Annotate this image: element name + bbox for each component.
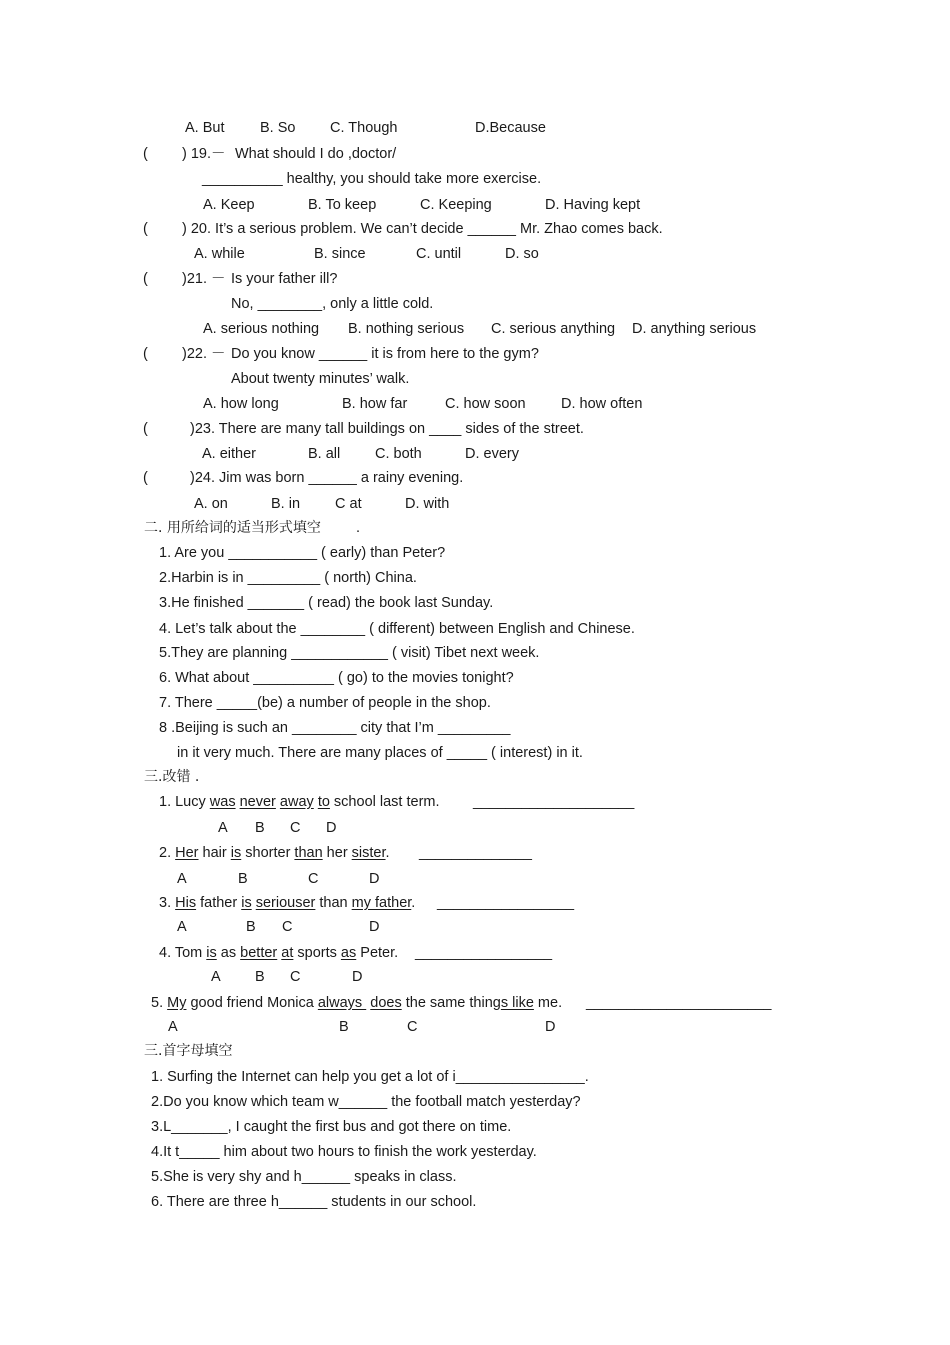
option-a: A. how long — [203, 396, 279, 412]
sentence-number: 4. Tom — [159, 945, 207, 961]
underlined-part-c: seriouser — [255, 895, 316, 911]
error-sentence-3 — [159, 894, 415, 912]
label-d: D — [326, 820, 337, 836]
list-item: 6. There are three h______ students in our school. — [151, 1194, 477, 1210]
option-c: C. serious anything — [491, 321, 616, 337]
list-item: 6. What about __________ ( go) to the movies tonight? — [159, 670, 514, 686]
section-title: 三.改错 . — [144, 769, 200, 785]
option-a: A. But — [185, 120, 225, 136]
option-a: A. on — [194, 496, 228, 512]
error-sentence-5 — [151, 994, 562, 1012]
question-stem: What should I do ,doctor/ — [235, 146, 397, 162]
label-d: D — [545, 1019, 556, 1035]
answer-blank: ____________________ — [473, 794, 635, 810]
underlined-part-d: sister — [351, 845, 386, 861]
answer-paren: ( — [143, 421, 148, 437]
question-stem: Is your father ill? — [231, 271, 338, 287]
list-item: 5.She is very shy and h______ speaks in class. — [151, 1169, 457, 1185]
sentence-rest: school last term. — [329, 794, 440, 810]
question-answer-line: No, ________, only a little cold. — [231, 296, 434, 312]
sentence-text: shorter — [241, 845, 295, 861]
sentence-text: sports — [293, 945, 341, 961]
answer-paren: ( — [143, 221, 148, 237]
underlined-part-d: to — [317, 794, 330, 810]
option-b: B. To keep — [308, 197, 377, 213]
sentence-number: 2. — [159, 845, 176, 861]
option-d: D.Because — [475, 120, 546, 136]
question-number: ) 19.－ — [182, 146, 226, 162]
answer-paren: ( — [143, 470, 148, 486]
section-title-dot: . — [356, 520, 361, 536]
option-b: B. since — [314, 246, 366, 262]
underlined-part-d: as — [340, 945, 357, 961]
list-item: 4. Let’s talk about the ________ ( different) between English and Chinese. — [159, 621, 635, 637]
question-answer-line: About twenty minutes’ walk. — [231, 371, 410, 387]
label-c: C — [308, 871, 319, 887]
underlined-part-a: was — [209, 794, 236, 810]
underlined-part-a: My — [167, 995, 187, 1011]
sentence-rest: . — [411, 895, 416, 911]
option-c: C. both — [375, 446, 422, 462]
question-text: )24. Jim was born ______ a rainy evening. — [190, 470, 464, 486]
option-d: D. Having kept — [545, 197, 641, 213]
label-a: A — [177, 919, 187, 935]
list-item-continued: in it very much. There are many places of _____ ( interest) in it. — [177, 745, 583, 761]
label-d: D — [352, 969, 363, 985]
option-c: C at — [335, 496, 362, 512]
list-item: 3.He finished _______ ( read) the book last Sunday. — [159, 595, 494, 611]
question-stem: Do you know ______ it is from here to the gym? — [231, 346, 539, 362]
label-c: C — [290, 820, 301, 836]
sentence-number: 3. — [159, 895, 176, 911]
option-b: B. nothing serious — [348, 321, 465, 337]
list-item: 3.L_______, I caught the first bus and got there on time. — [151, 1119, 512, 1135]
option-a: A. while — [194, 246, 245, 262]
label-b: B — [238, 871, 248, 887]
label-b: B — [246, 919, 256, 935]
option-c: C. how soon — [445, 396, 526, 412]
list-item: 7. There _____(be) a number of people in the shop. — [159, 695, 491, 711]
answer-blank: _________________ — [437, 895, 575, 911]
list-item: 1. Surfing the Internet can help you get a lot of i________________. — [151, 1069, 589, 1085]
list-item: 2.Do you know which team w______ the football match yesterday? — [151, 1094, 581, 1110]
list-item: 5.They are planning ____________ ( visit) Tibet next week. — [159, 645, 540, 661]
option-a: A. serious nothing — [203, 321, 320, 337]
sentence-rest: . — [385, 845, 390, 861]
underlined-part-c: away — [279, 794, 314, 810]
answer-blank: ______________ — [419, 845, 532, 861]
sentence-rest: Peter. — [356, 945, 399, 961]
underlined-part-a: His — [175, 895, 197, 911]
sentence-text: good friend Monica — [186, 995, 318, 1011]
label-b: B — [255, 969, 265, 985]
label-d: D — [369, 871, 380, 887]
error-sentence-2 — [159, 844, 390, 862]
option-d: D. how often — [561, 396, 643, 412]
sentence-text: than — [315, 895, 352, 911]
list-item: 8 .Beijing is such an ________ city that I’m _________ — [159, 720, 511, 736]
option-d: D. anything serious — [632, 321, 757, 337]
sentence-text: her — [322, 845, 352, 861]
option-d: D. every — [465, 446, 519, 462]
label-b: B — [255, 820, 265, 836]
option-c: C. Keeping — [420, 197, 492, 213]
label-c: C — [282, 919, 293, 935]
answer-blank: _________________ — [415, 945, 553, 961]
question-answer-line: __________ healthy, you should take more exercise. — [202, 171, 542, 187]
label-a: A — [177, 871, 187, 887]
label-c: C — [407, 1019, 418, 1035]
sentence-text: father — [196, 895, 242, 911]
option-a: A. either — [202, 446, 256, 462]
sentence-rest: me. — [533, 995, 563, 1011]
underlined-part-b: always — [317, 995, 367, 1011]
underlined-part-c: does — [370, 995, 402, 1011]
question-text: )23. There are many tall buildings on ____ sides of the street. — [190, 421, 584, 437]
underlined-part-d: my father — [351, 895, 412, 911]
underlined-part-b: never — [239, 794, 276, 810]
question-number: )22. － — [182, 346, 226, 362]
underlined-part-b: better — [240, 945, 278, 961]
option-c: C. Though — [330, 120, 398, 136]
label-b: B — [339, 1019, 349, 1035]
underlined-part-b: is — [241, 895, 252, 911]
question-text: ) 20. It’s a serious problem. We can’t decide ______ Mr. Zhao comes back. — [182, 221, 663, 237]
section-title: 三.首字母填空 — [144, 1043, 233, 1059]
question-number: )21. － — [182, 271, 226, 287]
option-b: B. how far — [342, 396, 408, 412]
underlined-part-c: at — [281, 945, 294, 961]
option-b: B. So — [260, 120, 296, 136]
option-d: D. so — [505, 246, 539, 262]
sentence-text: hair — [198, 845, 231, 861]
underlined-part-c: than — [294, 845, 323, 861]
label-d: D — [369, 919, 380, 935]
option-b: B. all — [308, 446, 341, 462]
list-item: 4.It t_____ him about two hours to finish the work yesterday. — [151, 1144, 537, 1160]
option-d: D. with — [405, 496, 450, 512]
underlined-part-d: s like — [500, 995, 534, 1011]
sentence-text: as — [220, 945, 237, 961]
underlined-part-a: Her — [175, 845, 199, 861]
answer-paren: ( — [143, 346, 148, 362]
label-a: A — [168, 1019, 178, 1035]
list-item: 1. Are you ___________ ( early) than Peter? — [159, 545, 446, 561]
error-sentence-1 — [159, 793, 440, 811]
option-b: B. in — [271, 496, 301, 512]
answer-paren: ( — [143, 271, 148, 287]
option-a: A. Keep — [203, 197, 255, 213]
list-item: 2.Harbin is in _________ ( north) China. — [159, 570, 417, 586]
section-title: 二. 用所给词的适当形式填空 — [144, 520, 321, 536]
sentence-number: 1. Lucy — [159, 794, 210, 810]
error-sentence-4 — [159, 944, 398, 962]
label-c: C — [290, 969, 301, 985]
label-a: A — [211, 969, 221, 985]
answer-paren: ( — [143, 146, 148, 162]
underlined-part-a: is — [206, 945, 217, 961]
sentence-text: the same thing — [401, 995, 501, 1011]
option-c: C. until — [416, 246, 462, 262]
sentence-number: 5. — [151, 995, 168, 1011]
answer-blank: _______________________ — [586, 995, 772, 1011]
underlined-part-b: is — [230, 845, 242, 861]
label-a: A — [218, 820, 228, 836]
